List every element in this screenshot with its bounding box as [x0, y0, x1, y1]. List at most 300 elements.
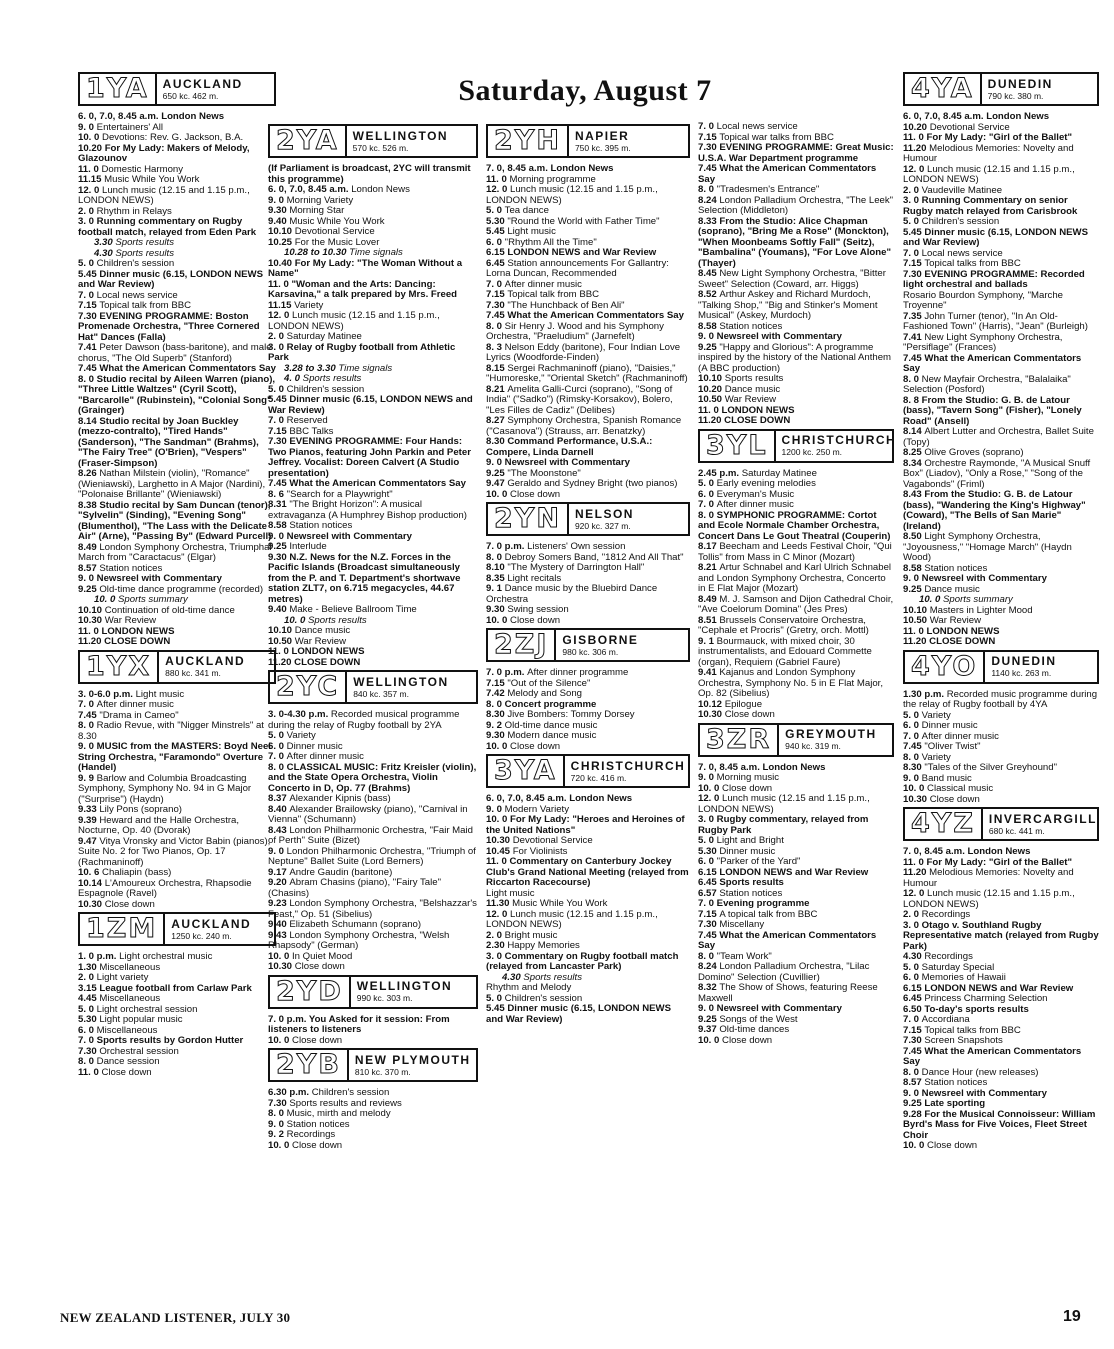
- programme-entry: [698, 983, 894, 1004]
- programme-time: 5.45: [78, 268, 100, 280]
- station-callsign: 3YL: [700, 431, 776, 461]
- programme-time: 7.15: [486, 677, 508, 689]
- programme-text: Dinner music: [921, 720, 978, 731]
- programme-entry: [486, 322, 690, 343]
- programme-text: What the American Commentators Say: [698, 163, 877, 185]
- column-3: [486, 122, 690, 1025]
- station-callsign: 2YH: [488, 126, 569, 156]
- programme-time: 9.40: [268, 215, 290, 227]
- station-city: AUCKLAND: [171, 916, 252, 931]
- station-city: WELLINGTON: [353, 674, 449, 689]
- programme-text: Melody and Song: [507, 688, 583, 699]
- programme-text: Sports results: [724, 373, 784, 384]
- programme-text: Sports results: [302, 373, 362, 384]
- programme-text: For My Lady: "Girl of the Ballet": [926, 856, 1073, 868]
- programme-entry: [78, 1068, 276, 1079]
- programme-text: Recordings: [286, 1129, 336, 1140]
- programme-text: (If Parliament is broadcast, 2YC will transmit this programme): [268, 163, 471, 185]
- station-callsign: 1YX: [80, 652, 159, 682]
- programme-time: 4.30: [903, 951, 925, 962]
- station-header: [486, 628, 690, 662]
- programme-entry: [903, 868, 1099, 889]
- programme-time: 6. 0: [268, 740, 287, 752]
- programme-time: 6.57: [698, 887, 720, 899]
- programme-text: "The Moonstone": [507, 467, 581, 479]
- programme-time: 9. 0: [903, 1087, 922, 1099]
- station-frequency: 680 kc. 441 m.: [988, 825, 1045, 836]
- station-header: [486, 124, 690, 158]
- programme-text: After dinner music: [716, 499, 794, 510]
- programme-time: 3. 0: [903, 919, 922, 931]
- programme-time: 6.15: [698, 866, 720, 878]
- programme-text: After dinner music: [96, 699, 174, 710]
- programme-time: 10.30: [903, 793, 930, 805]
- programme-time: 5. 0: [698, 835, 717, 846]
- programme-text: Happy Memories: [507, 940, 580, 951]
- programme-text: "Tradesmen's Entrance": [716, 184, 820, 195]
- programme-entry: [268, 899, 478, 920]
- programme-time: 7. 0, 8.45 a.m.: [698, 761, 763, 773]
- programme-text: Accordiana: [921, 1014, 970, 1025]
- programme-entry: [698, 290, 894, 322]
- programme-text: Relay of Rugby football from Athletic Park: [268, 341, 456, 363]
- programme-entry: [903, 637, 1099, 648]
- programme-time: 9.33: [78, 804, 100, 815]
- programme-text: Dinner music (6.15, LONDON NEWS and War Review): [268, 394, 473, 416]
- programme-time: 6. 0, 7.0, 8.45 a.m.: [903, 111, 987, 122]
- programme-text: Local news service: [921, 247, 1003, 259]
- programme-time: 7.35: [903, 310, 925, 322]
- programme-time: 7.45: [698, 163, 720, 174]
- programme-entry: [78, 417, 276, 470]
- programme-time: 8.15: [486, 362, 508, 374]
- programme-time: 11. 0: [486, 173, 510, 185]
- programme-time: 8. 0: [268, 761, 287, 773]
- programme-entry: [486, 437, 690, 458]
- programme-text: Newsreel with Commentary: [96, 573, 222, 584]
- programme-time: 11. 0: [268, 646, 292, 657]
- programme-time: 10.20: [698, 383, 725, 395]
- station-header: [486, 754, 690, 788]
- station-callsign: 4YA: [905, 74, 982, 104]
- programme-text: "Team Work": [716, 950, 772, 962]
- programme-entry: [698, 794, 894, 815]
- station-city: CHRISTCHURCH: [570, 758, 686, 773]
- programme-text: Arthur Askey and Richard Murdoch, "Talking Shop," "Big and Stinker's Moment Musical" (Askey, Murdoch): [698, 289, 878, 321]
- programme-text: In Quiet Mood: [292, 950, 353, 962]
- programme-time: 7.15: [486, 289, 508, 300]
- programme-text: Sports results: [523, 971, 582, 983]
- programme-text: The Show of Shows, featuring Reese Maxwell: [698, 982, 878, 1004]
- programme-text: Topical talks from BBC: [924, 1024, 1021, 1036]
- programme-entry: [698, 710, 894, 721]
- programme-entry: [78, 837, 276, 869]
- programme-text: Station notices: [924, 1077, 988, 1088]
- programme-time: 6.45: [903, 993, 925, 1004]
- programme-entry: [486, 857, 690, 889]
- programme-text: Close down: [294, 961, 345, 972]
- programme-time: 7.45: [903, 741, 925, 752]
- programme-time: 9.39: [78, 814, 100, 826]
- programme-text: Nelson Eddy (baritone), Four Indian Love Lyrics (Woodforde-Finden): [486, 341, 681, 363]
- programme-time: 2. 0: [78, 972, 97, 983]
- programme-text: Continuation of old-time dance: [104, 604, 235, 616]
- programme-entry: [903, 291, 1099, 312]
- programme-time: 8.14: [903, 426, 925, 437]
- programme-text: Children's session: [921, 216, 1000, 227]
- programme-text: For My Lady: "The Woman Without a Name": [268, 257, 463, 279]
- station-city: NAPIER: [574, 128, 630, 143]
- programme-time: 11. 0: [268, 278, 292, 290]
- programme-time: 2. 0: [78, 205, 97, 217]
- programme-text: CLOSE DOWN: [929, 636, 996, 647]
- programme-text: Alexander Brailowsky (piano), "Carnival in Vienna" (Schumann): [268, 803, 468, 825]
- programme-time: 6.30 p.m.: [268, 1087, 312, 1098]
- programme-text: "Tales of the Silver Greyhound": [924, 762, 1058, 773]
- programme-text: Everyman's Music: [716, 488, 795, 500]
- programme-text: Epilogue: [724, 698, 763, 710]
- programme-time: 1.30: [78, 961, 100, 973]
- programme-entry: [698, 1036, 894, 1047]
- programme-text: Miscellaneous: [99, 993, 161, 1004]
- station-info: [159, 652, 274, 682]
- programme-entry: [78, 312, 276, 344]
- programme-text: Artur Schnabel and Karl Ulrich Schnabel and London Symphony Orchestra, Concerto in E Flat Major (Mozart): [698, 562, 892, 594]
- programme-time: 7. 0: [698, 499, 717, 510]
- programme-time: 7.15: [268, 425, 290, 437]
- programme-time: 9. 0: [698, 1003, 717, 1014]
- programme-text: London News: [986, 111, 1050, 122]
- programme-time: 7.45: [268, 478, 290, 489]
- station-header: [698, 723, 894, 757]
- programme-text: Princess Charming Selection: [924, 993, 1048, 1004]
- programme-text: "Drama in Cameo": [99, 709, 179, 721]
- programme-time: 7.45: [486, 310, 508, 321]
- programme-time: 7.30: [78, 310, 100, 322]
- programme-time: 5.30: [78, 1014, 100, 1025]
- programme-text: Orchestre Raymonde, "A Musical Snuff Box" (Liadov), "Only a Rose," "Song of the Vagabonds" (Friml): [903, 457, 1091, 490]
- programme-text: Local news service: [716, 121, 798, 132]
- programme-time: 7. 0, 8.45 a.m.: [486, 163, 551, 174]
- station-callsign: 2YN: [488, 504, 569, 534]
- programme-text: Sports results by Gordon Hutter: [96, 1035, 244, 1046]
- station-frequency: 1200 kc. 250 m.: [781, 447, 843, 457]
- programme-text: Devotional Service: [929, 121, 1010, 133]
- programme-text: CLOSE DOWN: [294, 656, 361, 668]
- station-frequency: 790 kc. 380 m.: [987, 90, 1044, 101]
- station-frequency: 720 kc. 416 m.: [570, 772, 627, 783]
- programme-text: Devotional Service: [294, 226, 375, 237]
- programme-time: 9.47: [486, 478, 508, 489]
- programme-text: Sports results: [115, 247, 174, 259]
- programme-text: BBC Talks: [289, 425, 334, 437]
- programme-time: 10. 0: [486, 488, 511, 500]
- programme-time: 9.47: [78, 835, 100, 847]
- station-header: [903, 807, 1099, 841]
- programme-time: 11.30: [486, 898, 513, 909]
- programme-time: 10. 0: [698, 782, 723, 794]
- programme-time: 9.25: [698, 1013, 720, 1025]
- programme-entry: [903, 396, 1099, 428]
- programme-text: EVENING PROGRAMME: Great Music: U.S.A. War Department programme: [698, 142, 894, 164]
- programme-time: 9.23: [268, 898, 290, 909]
- programme-time: 10.10: [268, 226, 295, 237]
- programme-time: 10.20: [903, 121, 930, 133]
- programme-time: 3.30: [94, 237, 116, 248]
- programme-time: 9.25: [486, 467, 508, 479]
- programme-text: Recordings: [921, 909, 971, 920]
- programme-entry: [698, 343, 894, 375]
- programme-time: 8.35: [486, 572, 508, 584]
- programme-time: 11. 0: [903, 625, 927, 637]
- programme-time: 6. 0: [698, 856, 717, 867]
- programme-text: "The Bright Horizon": A musical extravaganza (A Humphrey Bishop production): [268, 499, 467, 521]
- programme-entry: [486, 259, 690, 280]
- programme-time: 10.30: [78, 615, 105, 626]
- programme-text: Light music: [507, 226, 556, 237]
- programme-text: From the Studio: G. B. de Latour (bass), "Wandering the King's Highway" (Coward), "The Bells of San Marie" (Ireland): [903, 489, 1086, 532]
- programme-text: Old-time dance programme (recorded): [99, 583, 264, 595]
- programme-time: 11. 0: [698, 404, 722, 416]
- programme-entry: [698, 595, 894, 616]
- programme-text: Time signals: [349, 247, 403, 258]
- programme-entry: [903, 690, 1099, 711]
- station-frequency: 940 kc. 319 m.: [785, 741, 841, 751]
- programme-text: Dance music by the Bluebird Dance Orchestra: [486, 583, 658, 605]
- programme-entry: [268, 847, 478, 868]
- programme-text: Entertainers' All: [96, 121, 164, 133]
- column-2: [268, 122, 478, 1151]
- programme-text: Sports results and reviews: [289, 1097, 402, 1109]
- programme-text: London Symphony Orchestra, "Welsh Rhapsody" (German): [268, 929, 450, 951]
- programme-time: 8.30: [486, 436, 508, 447]
- programme-text: Commentary on Rugby football match (relayed from Lancaster Park): [486, 950, 679, 972]
- programme-text: Dance music: [924, 583, 980, 595]
- programme-text: Lunch music (12.15 and 1.15 p.m., LONDON NEWS): [486, 184, 658, 206]
- programme-time: 10. 0: [268, 1034, 293, 1046]
- programme-text: War Review: [724, 394, 777, 405]
- programme-text: Topical talk from BBC: [99, 300, 192, 311]
- programme-time: 6.45: [486, 257, 508, 269]
- programme-text: Light Symphony Orchestra, "Joyousness," "Homage March" (Haydn Wood): [903, 531, 1072, 563]
- station-info: [157, 74, 274, 104]
- programme-entry: [903, 921, 1099, 953]
- programme-time: 9. 0: [268, 1118, 287, 1130]
- station-city: GREYMOUTH: [785, 727, 877, 741]
- programme-time: 4.45: [78, 993, 100, 1004]
- programme-time: 9.25: [903, 1098, 925, 1109]
- programme-time: 10.10: [903, 604, 930, 616]
- programme-text: Recorded musical programme during the relay of Rugby football by 2YA: [268, 709, 460, 731]
- programme-text: Recorded music programme during the relay of Rugby football by 4YA: [903, 688, 1098, 710]
- programme-text: Miscellaneous: [96, 1024, 158, 1036]
- programme-entry: [486, 416, 690, 437]
- programme-entry: [78, 343, 276, 364]
- programme-time: 11.20: [903, 142, 930, 154]
- station-header: [698, 429, 897, 463]
- programme-time: 5.45: [486, 226, 508, 237]
- programme-time: 9. 0: [486, 457, 505, 468]
- programme-text: Morning Variety: [286, 194, 354, 206]
- programme-time: 7.45: [78, 363, 100, 374]
- programme-text: Lily Pons (soprano): [99, 804, 182, 815]
- programme-time: 12. 0: [486, 908, 511, 920]
- programme-time: 12. 0: [903, 888, 928, 899]
- programme-time: 8.24: [698, 961, 720, 972]
- programme-time: 10. 0: [919, 594, 944, 605]
- programme-text: Close down: [722, 782, 773, 794]
- programme-text: Screen Snapshots: [924, 1035, 1003, 1046]
- programme-text: Old-time dance music: [504, 719, 598, 731]
- programme-text: Dance session: [96, 1056, 160, 1067]
- programme-entry: [268, 343, 478, 364]
- programme-text: Newsreel with Commentary: [716, 1003, 842, 1014]
- station-header: [268, 1048, 478, 1082]
- programme-time: 10.28 to 10.30: [284, 247, 350, 258]
- programme-time: 7.41: [78, 342, 100, 353]
- programme-text: Close down: [101, 1066, 152, 1078]
- programme-entry: [268, 710, 478, 731]
- programme-text: Brussels Conservatoire Orchestra, "Cephale et Procris" (Gretry, orch. Mottl): [698, 614, 869, 636]
- programme-time: 7.45: [78, 709, 100, 721]
- programme-text: Bright music: [504, 929, 558, 941]
- programme-text: LONDON NEWS: [291, 646, 365, 657]
- programme-entry: [486, 1004, 690, 1025]
- programme-text: War Review: [104, 615, 157, 626]
- station-header: [78, 912, 276, 946]
- programme-entry: [78, 217, 276, 238]
- programme-text: After dinner programme: [527, 667, 629, 678]
- station-city: WELLINGTON: [356, 979, 453, 993]
- programme-time: 7.45: [903, 352, 925, 364]
- programme-entry: [268, 1036, 478, 1047]
- programme-time: 8.40: [268, 803, 290, 815]
- programme-text: Music While You Work: [512, 898, 608, 909]
- station-city: DUNEDIN: [991, 654, 1057, 668]
- programme-text: London Symphony Orchestra, Triumphal March from "Caractacus" (Elgar): [78, 541, 272, 563]
- programme-time: 8. 0: [78, 373, 97, 385]
- programme-entry: [698, 217, 894, 270]
- column-4: [698, 121, 897, 1046]
- programme-time: 10.20: [78, 142, 105, 154]
- programme-time: 5. 0: [78, 1003, 97, 1015]
- programme-text: What the American Commentators Say: [698, 929, 877, 951]
- programme-entry: [903, 354, 1099, 375]
- programme-time: 3. 0: [486, 950, 505, 962]
- programme-text: Light orchestral session: [96, 1003, 198, 1015]
- programme-time: 9.30: [268, 551, 290, 563]
- programme-text: Studio recital by Sam Duncan (tenor), "Sylvelin" (Sinding), "Evening Song" (Blumenthol), "The Lass with the Delicate Air" (Arne), "Passing By" (Edward Purcell): [78, 499, 272, 542]
- programme-text: Lunch music (12.15 and 1.15 p.m., LONDON NEWS): [698, 793, 870, 815]
- programme-entry: [78, 543, 276, 564]
- programme-time: 6. 0: [903, 972, 922, 983]
- programme-text: Time signals: [338, 362, 393, 374]
- programme-time: 10.10: [268, 625, 295, 636]
- station-frequency: 1250 kc. 240 m.: [171, 930, 232, 941]
- programme-time: 9. 2: [486, 719, 505, 731]
- programme-time: 5.45: [903, 226, 925, 238]
- programme-time: 12. 0: [486, 184, 511, 195]
- programme-text: Newsreel with Commentary: [921, 573, 1047, 584]
- programme-text: LONDON NEWS and War Review: [924, 982, 1074, 994]
- programme-time: 9. 1: [486, 583, 505, 594]
- programme-text: Rugby commentary, relayed from Rugby Park: [698, 814, 869, 836]
- programme-entry: [268, 280, 478, 301]
- programme-time: 7.30: [698, 919, 720, 930]
- programme-text: Newsreel with Commentary: [716, 331, 842, 342]
- programme-time: 9.25: [78, 583, 100, 595]
- programme-time: 12. 0: [268, 310, 293, 321]
- programme-time: 8.10: [486, 562, 508, 573]
- programme-time: 9.40: [268, 919, 290, 930]
- programme-entry: [903, 490, 1099, 532]
- programme-entry: [903, 532, 1099, 564]
- programme-text: Early evening melodies: [716, 478, 816, 489]
- programme-time: 5. 0: [78, 258, 97, 269]
- programme-time: 11. 0: [903, 132, 927, 143]
- programme-time: 7.15: [78, 300, 100, 311]
- programme-time: 9. 0: [268, 530, 287, 542]
- station-info: [776, 431, 897, 461]
- programme-text: "Search for a Playwright": [286, 488, 393, 500]
- programme-time: 7.30: [78, 1045, 100, 1057]
- programme-text: Lunch music (12.15 and 1.15 p.m., LONDON NEWS): [903, 888, 1075, 910]
- programme-time: 5. 0: [486, 205, 505, 216]
- programme-entry: [268, 259, 478, 280]
- programme-text: Kajanus and London Symphony Orchestra, Symphony No. 5 in E Flat Major, Op. 82 (Sibelius): [698, 667, 884, 699]
- programme-time: 7.30: [268, 436, 290, 447]
- programme-time: 7. 0: [78, 699, 97, 710]
- programme-time: 5. 0: [903, 709, 922, 721]
- programme-time: 8.52: [698, 289, 720, 300]
- programme-entry: [78, 637, 276, 648]
- programme-time: 9.43: [268, 929, 290, 941]
- programme-time: 10.25: [268, 236, 295, 248]
- programme-time: 8.24: [698, 194, 720, 206]
- programme-text: Elizabeth Schumann (soprano): [289, 919, 422, 930]
- programme-time: 9.30: [268, 205, 290, 216]
- programme-time: 7.30: [486, 299, 508, 311]
- programme-text: Andre Gaudin (baritone): [289, 866, 393, 878]
- programme-entry: [698, 542, 894, 563]
- programme-text: Dance Hour (new releases): [921, 1066, 1039, 1078]
- programme-time: 3. 0: [78, 216, 97, 227]
- programme-time: 10.50: [268, 635, 295, 647]
- programme-time: 7.30: [903, 268, 925, 280]
- programme-time: 5.45: [268, 394, 290, 405]
- programme-time: 8.43: [268, 824, 290, 836]
- programme-time: 9.30: [486, 604, 508, 615]
- programme-text: Chaliapin (bass): [102, 867, 172, 878]
- station-callsign: 1ZM: [80, 914, 165, 944]
- programme-time: 10. 0: [268, 1139, 293, 1151]
- programme-entry: [698, 962, 894, 983]
- station-frequency: 980 kc. 306 m.: [562, 646, 619, 657]
- programme-text: Sergei Rachmaninoff (piano), "Daisies," "Humoreske," "Oriental Sketch" (Rachmaninoff): [486, 362, 688, 384]
- programme-time: 7.30: [698, 142, 720, 153]
- programme-text: Children's session: [96, 258, 175, 269]
- programme-time: 7.41: [903, 331, 925, 343]
- programme-text: After dinner music: [504, 278, 582, 290]
- station-city: DUNEDIN: [987, 76, 1053, 91]
- station-info: [556, 630, 688, 660]
- footer-publication: NEW ZEALAND LISTENER, JULY 30: [60, 1310, 291, 1325]
- programme-entry: [903, 1047, 1099, 1068]
- programme-time: 9. 0: [268, 845, 287, 857]
- programme-time: 7.30: [903, 1035, 925, 1046]
- programme-time: 6. 0, 7.0, 8.45 a.m.: [78, 111, 162, 122]
- programme-text: London News: [762, 761, 826, 773]
